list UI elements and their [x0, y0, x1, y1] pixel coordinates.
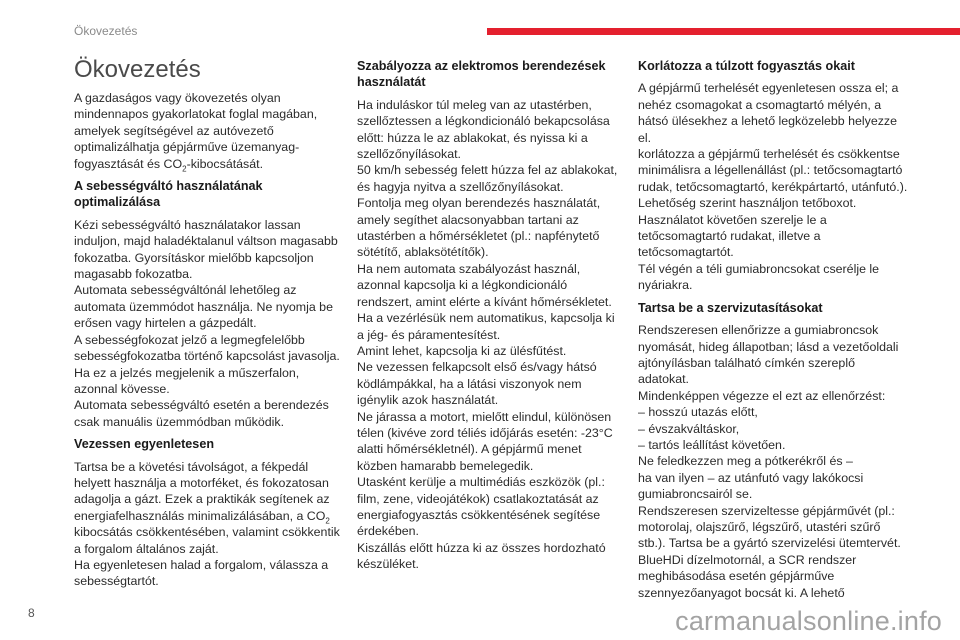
paragraph-drive-smoothly	[74, 459, 344, 590]
intro-paragraph	[74, 90, 344, 172]
intro-text: A gazdaságos vagy ökovezetés olyan mindennapos gyakorlatokat foglal magában, amelyek segítségével az autóvezető optimalizálhatja gépjárműve üzemanyag-fogyasztását és CO	[74, 91, 318, 171]
drive-text: Tartsa be a követési távolságot, a fékpedál helyett használja a motorféket, és fokozatosan adagolja a gázt. Ezek a praktikák segítenek az energiafelhasználás minimalizálásában, a CO	[74, 459, 330, 523]
section-label: Ökovezetés	[74, 24, 138, 38]
intro-text-end: -kibocsátását.	[186, 156, 264, 171]
heading-consumption: Korlátozza a túlzott fogyasztás okait	[638, 59, 855, 73]
column-3	[638, 56, 908, 607]
heading-gearbox: A sebességváltó használatának optimalizálása	[74, 179, 263, 210]
co2-subscript-2: 2	[325, 516, 330, 526]
heading-drive-smoothly: Vezessen egyenletesen	[74, 437, 215, 452]
paragraph-gearbox: Kézi sebességváltó használatakor lassan induljon, majd haladéktalanul váltson magasabb fokozatba. Gyorsításkor mielőbb kapcsoljon magasabb fokozatba. Automata sebességváltónál lehetőleg az automata üzemmódot használja. Ne nyomja be erősen vagy hirtelen a gázpedált. A sebességfokozat jelző a legmegfelelőbb sebességfokozatba történő kapcsolást javasolja. Ha ez a jelzés megjelenik a műszerfalon, azonnal kövesse. Automata sebességváltó esetén a berendezés csak manuális üzemmódban működik.	[74, 217, 340, 429]
heading-electrical: Szabályozza az elektromos berendezések használatát	[357, 59, 606, 90]
watermark: carmanualsonline.info	[675, 606, 942, 636]
heading-service: Tartsa be a szervizutasításokat	[638, 300, 823, 315]
column-2	[357, 56, 623, 579]
drive-text-end: kibocsátás csökkentésében, valamint csökkentik a forgalom általános zaját. Ha egyenletesen halad a forgalom, válassza a sebességtartót.	[74, 525, 340, 589]
page-title: Ökovezetés	[74, 56, 201, 83]
co2-subscript: 2	[182, 164, 187, 174]
paragraph-electrical: Ha induláskor túl meleg van az utastérben, szellőztessen a légkondicionáló bekapcsolása előtt: húzza le az ablakokat, és nyissa ki a szellőzőnyílásokat. 50 km/h sebesség felett húzza fel az ablakokat, és hagyja nyitva a szellőzőnyílásokat. Fontolja meg olyan berendezés használatát, amely segíthet alacsonyabban tartani az utastérben a hőmérsékletet (pl.: napfénytető sötétítő, ablaksötétítők). Ha nem automata szabályozást használ, azonnal kapcsolja ki a légkondicionáló rendszert, amint elérte a kívánt hőmérsékletet. Ha a vezérlésük nem automatikus, kapcsolja ki a jég- és páramentesítést. Amint lehet, kapcsolja ki az ülésfűtést. Ne vezessen felkapcsolt első és/vagy hátsó ködlámpákkal, ha a látási viszonyok nem igénylik azok használatát. Ne járassa a motort, mielőtt elindul, különösen télen (kivéve zord téliés időjárás esetén: -23°C alatti hőmérsékletnél). A gépjármű menet közben hamarabb bemelegedik. Utasként kerülje a multimédiás eszközök (pl.: film, zene, videojátékok) csatlakoztatását az energiafogyasztás csökkentésének segítése érdekében. Kiszállás előtt húzza ki az összes hordozható készüléket.	[357, 97, 618, 572]
column-1	[74, 56, 344, 596]
accent-bar	[487, 28, 960, 35]
page-number: 8	[28, 606, 35, 620]
paragraph-consumption: A gépjármű terhelését egyenletesen ossza el; a nehéz csomagokat a csomagtartó mélyén, a hátsó ülésekhez a lehető legközelebb helyezze el. korlátozza a gépjármű terhelését és csökkentse minimálisra a légellenállást (pl.: tetőcsomagtartó rudak, tetőcsomagtartó, kerékpártartó, utánfutó.). Lehetőség szerint használjon tetőboxot. Használatot követően szerelje le a tetőcsomagtartó rudakat, illetve a tetőcsomagtartót. Tél végén a téli gumiabroncsokat cserélje le nyáriakra.	[638, 81, 908, 293]
paragraph-service: Rendszeresen ellenőrizze a gumiabroncsok nyomását, hideg állapotban; lásd a vezetőoldali ajtónyílásban található címkén szereplő adatokat. Mindenképpen végezze el ezt az ellenőrzést: – hosszú utazás előtt, – évszakváltáskor, – tartós leállítást követően. Ne feledkezzen meg a pótkerékről és – ha van ilyen – az utánfutó vagy lakókocsi gumiabroncsairól se. Rendszeresen szervizeltesse gépjárművét (pl.: motorolaj, olajszűrő, légszűrő, utastéri szűrő stb.). Tartsa be a gyártó szervizelési ütemtervét. BlueHDi dízelmotornál, a SCR rendszer meghibásodása esetén gépjárműve szennyezőanyagot bocsát ki. A lehető	[638, 323, 901, 600]
